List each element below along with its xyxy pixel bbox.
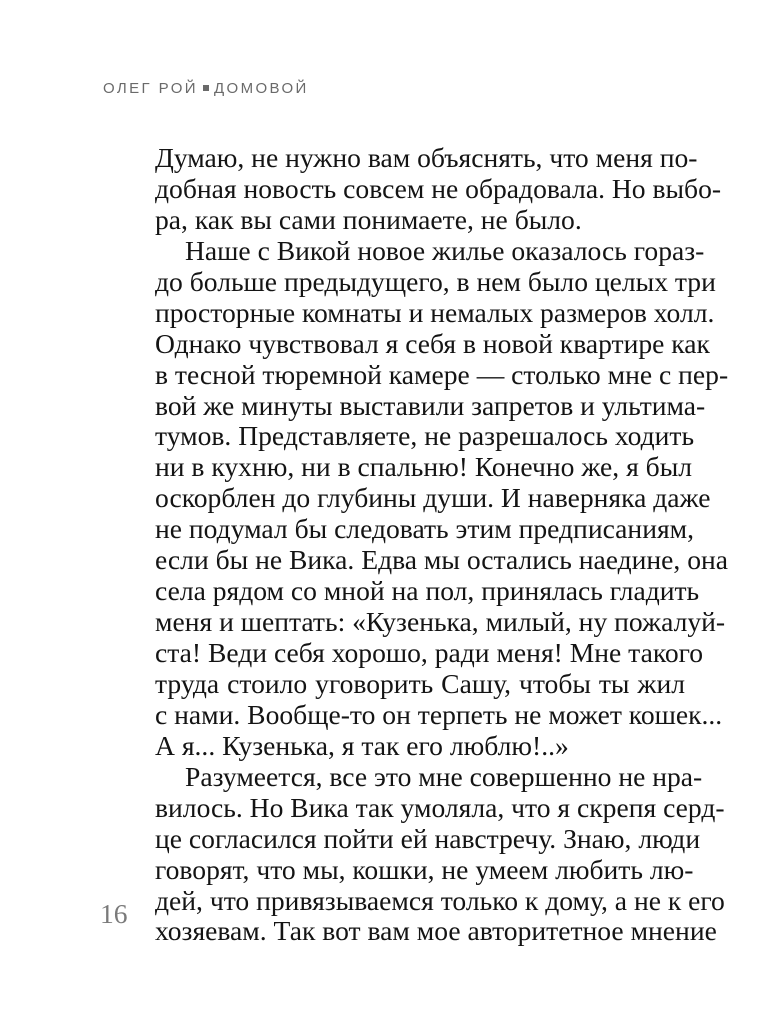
running-header — [103, 80, 309, 97]
text-line: если бы не Вика. Едва мы остались наедине, она — [155, 544, 729, 576]
text-line: труда стоило уговорить Сашу, чтобы ты жил — [155, 667, 685, 699]
text-line: тумов. Представляете, не разрешалось ходить — [155, 420, 695, 452]
text-line: дей, что привязываемся только к дому, а не к его — [155, 884, 725, 916]
text-line: А я... Кузенька, я так его люблю!..» — [155, 729, 569, 761]
header-author: ОЛЕГ РОЙ — [103, 80, 198, 97]
text-line: с нами. Вообще-то он терпеть не может кошек... — [155, 698, 723, 730]
text-line: Наше с Викой новое жилье оказалось гораз- — [185, 234, 705, 266]
text-line: села рядом со мной на пол, принялась гладить — [155, 575, 700, 607]
bullet-separator — [203, 85, 209, 91]
text-line: Разумеется, все это мне совершенно не нра- — [185, 760, 703, 792]
body-text — [155, 142, 729, 947]
text-line: до больше предыдущего, в нем было целых три — [155, 265, 716, 297]
text-line: добная новость совсем не обрадовала. Но выбо- — [155, 172, 722, 204]
text-line: Однако чувствовал я себя в новой квартире как — [155, 327, 710, 359]
text-line: в тесной тюремной камере — столько мне с пер- — [155, 358, 729, 390]
text-line: просторные комнаты и немалых размеров холл. — [155, 296, 715, 328]
text-line: це согласился пойти ей навстречу. Знаю, люди — [155, 822, 701, 854]
text-line: Думаю, не нужно вам объяснять, что меня по- — [155, 142, 698, 173]
text-line: вой же минуты выставили запретов и ультима- — [155, 389, 706, 421]
text-line: хозяевам. Так вот вам мое авторитетное мнение — [155, 915, 717, 947]
text-line: вилось. Но Вика так умоляла, что я скрепя серд- — [155, 791, 725, 823]
text-line: оскорблен до глубины души. И наверняка даже — [155, 482, 711, 514]
text-line: говорят, что мы, кошки, не умеем любить лю- — [155, 853, 694, 885]
text-line: меня и шептать: «Кузенька, милый, ну пожалуй- — [155, 606, 726, 638]
text-line: ра, как вы сами понимаете, не было. — [155, 203, 582, 235]
text-line: ста! Веди себя хорошо, ради меня! Мне такого — [155, 637, 704, 668]
header-title: ДОМОВОЙ — [213, 80, 309, 97]
text-line: не подумал бы следовать этим предписаниям, — [155, 513, 695, 545]
text-line: ни в кухню, ни в спальню! Конечно же, я был — [155, 451, 693, 483]
page-number: 16 — [100, 898, 128, 929]
